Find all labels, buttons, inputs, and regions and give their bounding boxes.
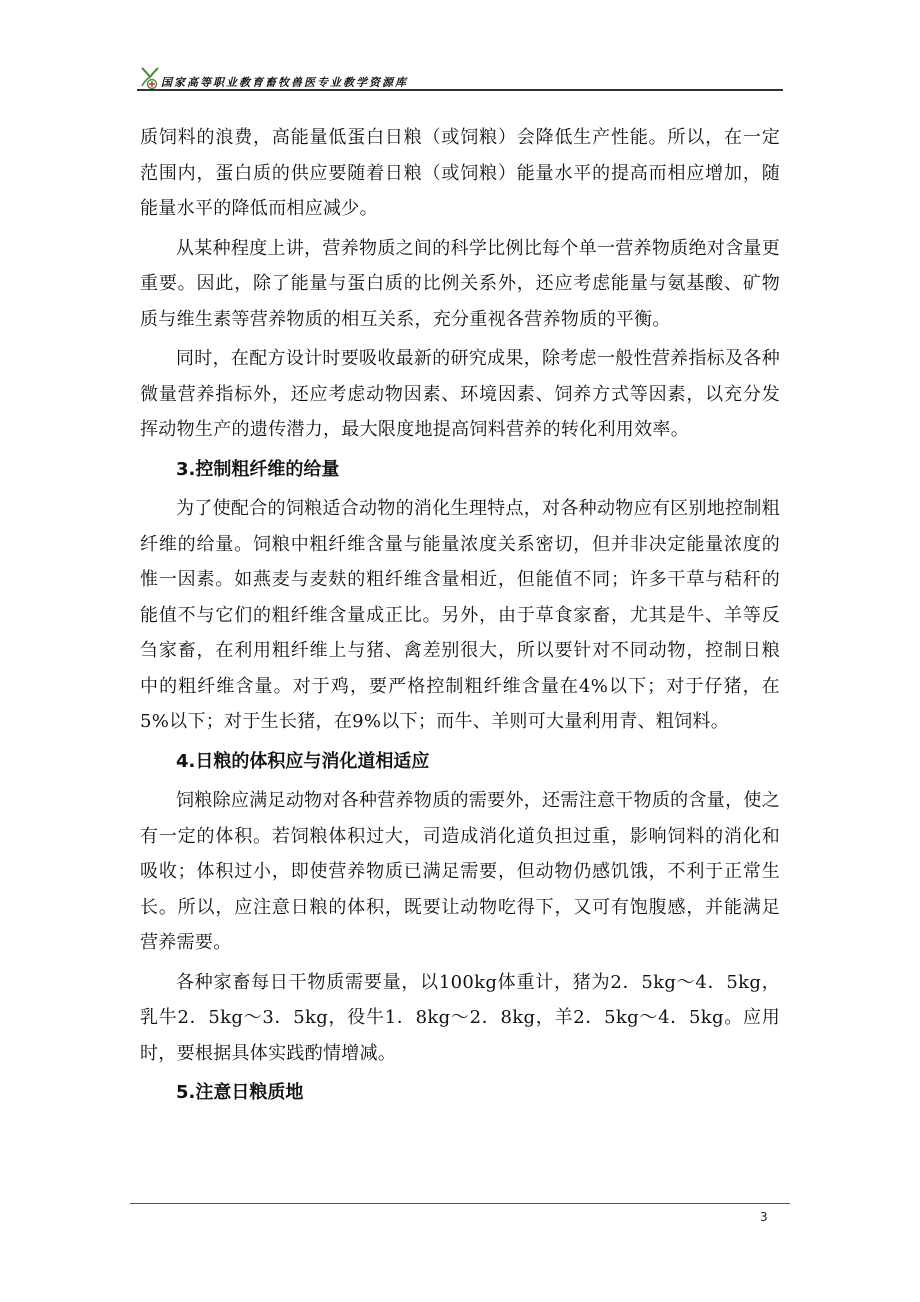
header-title: 国家高等职业教育畜牧兽医专业教学资源库: [161, 76, 408, 89]
page-number: 3: [760, 1210, 768, 1224]
leaf-cross-logo-icon: [139, 64, 161, 90]
section-heading: 5.注意日粮质地: [176, 1082, 304, 1103]
header-divider: [137, 89, 783, 91]
paragraph: 各种家畜每日干物质需要量，以100kg体重计，猪为2．5kg～4．5kg，乳牛2．5kg～3．5kg，役牛1．8kg～2．8kg，羊2．5kg～4．5kg。应用时，要根据具体实践酌情增减。: [140, 971, 780, 1064]
footer-divider: [130, 1203, 790, 1204]
page-header: [137, 62, 783, 92]
paragraph: 饲粮除应满足动物对各种营养物质的需要外，还需注意干物质的含量，使之有一定的体积。若饲粮体积过大，司造成消化道负担过重，影响饲料的消化和吸收；体积过小，即使营养物质已满足需要，但动物仍感饥饿，不利于正常生长。所以，应注意日粮的体积，既要让动物吃得下，又可有饱腹感，并能满足营养需要。: [140, 790, 780, 953]
section-heading: 3.控制粗纤维的给量: [176, 458, 340, 480]
document-body: [140, 120, 780, 1115]
paragraph: 从某种程度上讲，营养物质之间的科学比例比每个单一营养物质绝对含量更重要。因此，除了能量与蛋白质的比例关系外，还应考虑能量与氨基酸、矿物质与维生素等营养物质的相互关系，充分重视各营养物质的平衡。: [140, 237, 780, 330]
paragraph: 质饲料的浪费，高能量低蛋白日粮（或饲粮）会降低生产性能。所以，在一定范围内，蛋白质的供应要随着日粮（或饲粮）能量水平的提高而相应增加，随能量水平的降低而相应减少。: [140, 127, 780, 219]
paragraph: 为了使配合的饲粮适合动物的消化生理特点，对各种动物应有区别地控制粗纤维的给量。饲粮中粗纤维含量与能量浓度关系密切，但并非决定能量浓度的惟一因素。如燕麦与麦麸的粗纤维含量相近，但能值不同；许多干草与秸秆的能值不与它们的粗纤维含量成正比。另外，由于草食家畜，尤其是牛、羊等反刍家畜，在利用粗纤维上与猪、禽差别很大，所以要针对不同动物，控制日粮中的粗纤维含量。对于鸡，要严格控制粗纤维含量在4%以下；对于仔猪，在5%以下；对于生长猪，在9%以下；而牛、羊则可大量利用青、粗饲料。: [140, 498, 780, 732]
section-heading: 4.日粮的体积应与消化道相适应: [176, 750, 430, 772]
paragraph: 同时，在配方设计时要吸收最新的研究成果，除考虑一般性营养指标及各种微量营养指标外，还应考虑动物因素、环境因素、饲养方式等因素，以充分发挥动物生产的遗传潜力，最大限度地提高饲料营养的转化利用效率。: [140, 348, 780, 440]
